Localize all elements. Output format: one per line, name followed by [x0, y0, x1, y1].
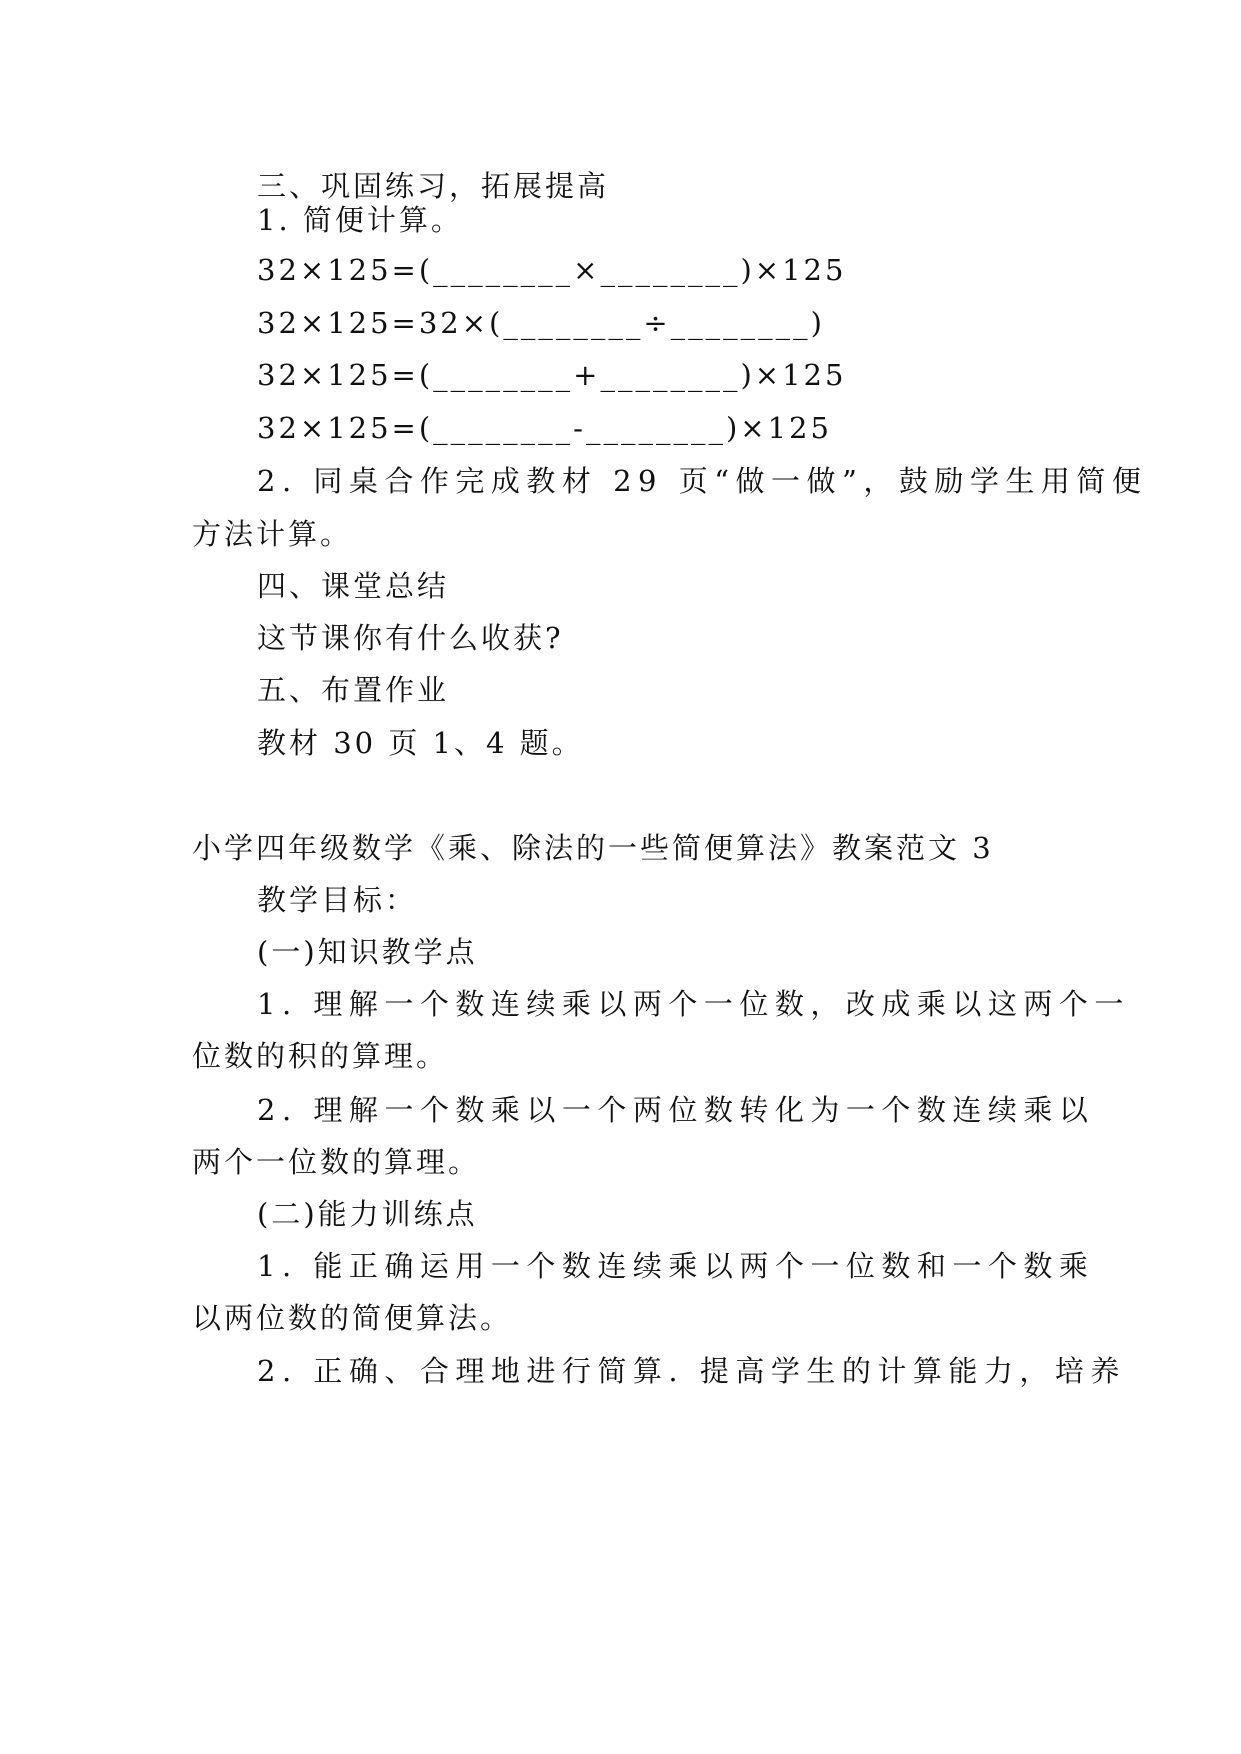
knowledge-item-2: 2. 理解一个数乘以一个两位数转化为一个数连续乘以: [257, 1093, 1095, 1127]
section-heading-homework: 五、布置作业: [257, 673, 450, 707]
section-heading-consolidation: 三、巩固练习，拓展提高: [257, 169, 610, 203]
ability-item-2: 2. 正确、合理地进行简算. 提高学生的计算能力，培养: [257, 1354, 1126, 1388]
exercise-item-2: 2. 同桌合作完成教材 29 页“做一做”，鼓励学生用简便: [257, 464, 1148, 498]
section-heading-summary: 四、课堂总结: [257, 569, 450, 603]
equation-line-1: 32×125=(________×________)×125: [257, 253, 847, 287]
document-title: 小学四年级数学《乘、除法的一些简便算法》教案范文 3: [192, 831, 994, 865]
exercise-item-1: 1. 简便计算。: [257, 203, 463, 237]
summary-question: 这节课你有什么收获?: [257, 621, 564, 655]
subheading-ability: (二)能力训练点: [257, 1197, 478, 1231]
equation-line-3: 32×125=(________+________)×125: [257, 358, 847, 392]
equation-line-2: 32×125=32×(________÷________): [257, 306, 825, 340]
ability-item-1: 1. 能正确运用一个数连续乘以两个一位数和一个数乘: [257, 1249, 1095, 1283]
teaching-goals-heading: 教学目标：: [257, 883, 418, 917]
knowledge-item-1: 1. 理解一个数连续乘以两个一位数，改成乘以这两个一: [257, 987, 1130, 1021]
knowledge-item-2-continuation: 两个一位数的算理。: [192, 1145, 481, 1179]
knowledge-item-1-continuation: 位数的积的算理。: [192, 1039, 449, 1073]
homework-text: 教材 30 页 1、4 题。: [257, 726, 584, 760]
ability-item-1-continuation: 以两位数的简便算法。: [192, 1301, 513, 1335]
subheading-knowledge: (一)知识教学点: [257, 935, 478, 969]
paragraph-continuation: 方法计算。: [192, 517, 353, 551]
equation-line-4: 32×125=(________-________)×125: [257, 411, 832, 445]
